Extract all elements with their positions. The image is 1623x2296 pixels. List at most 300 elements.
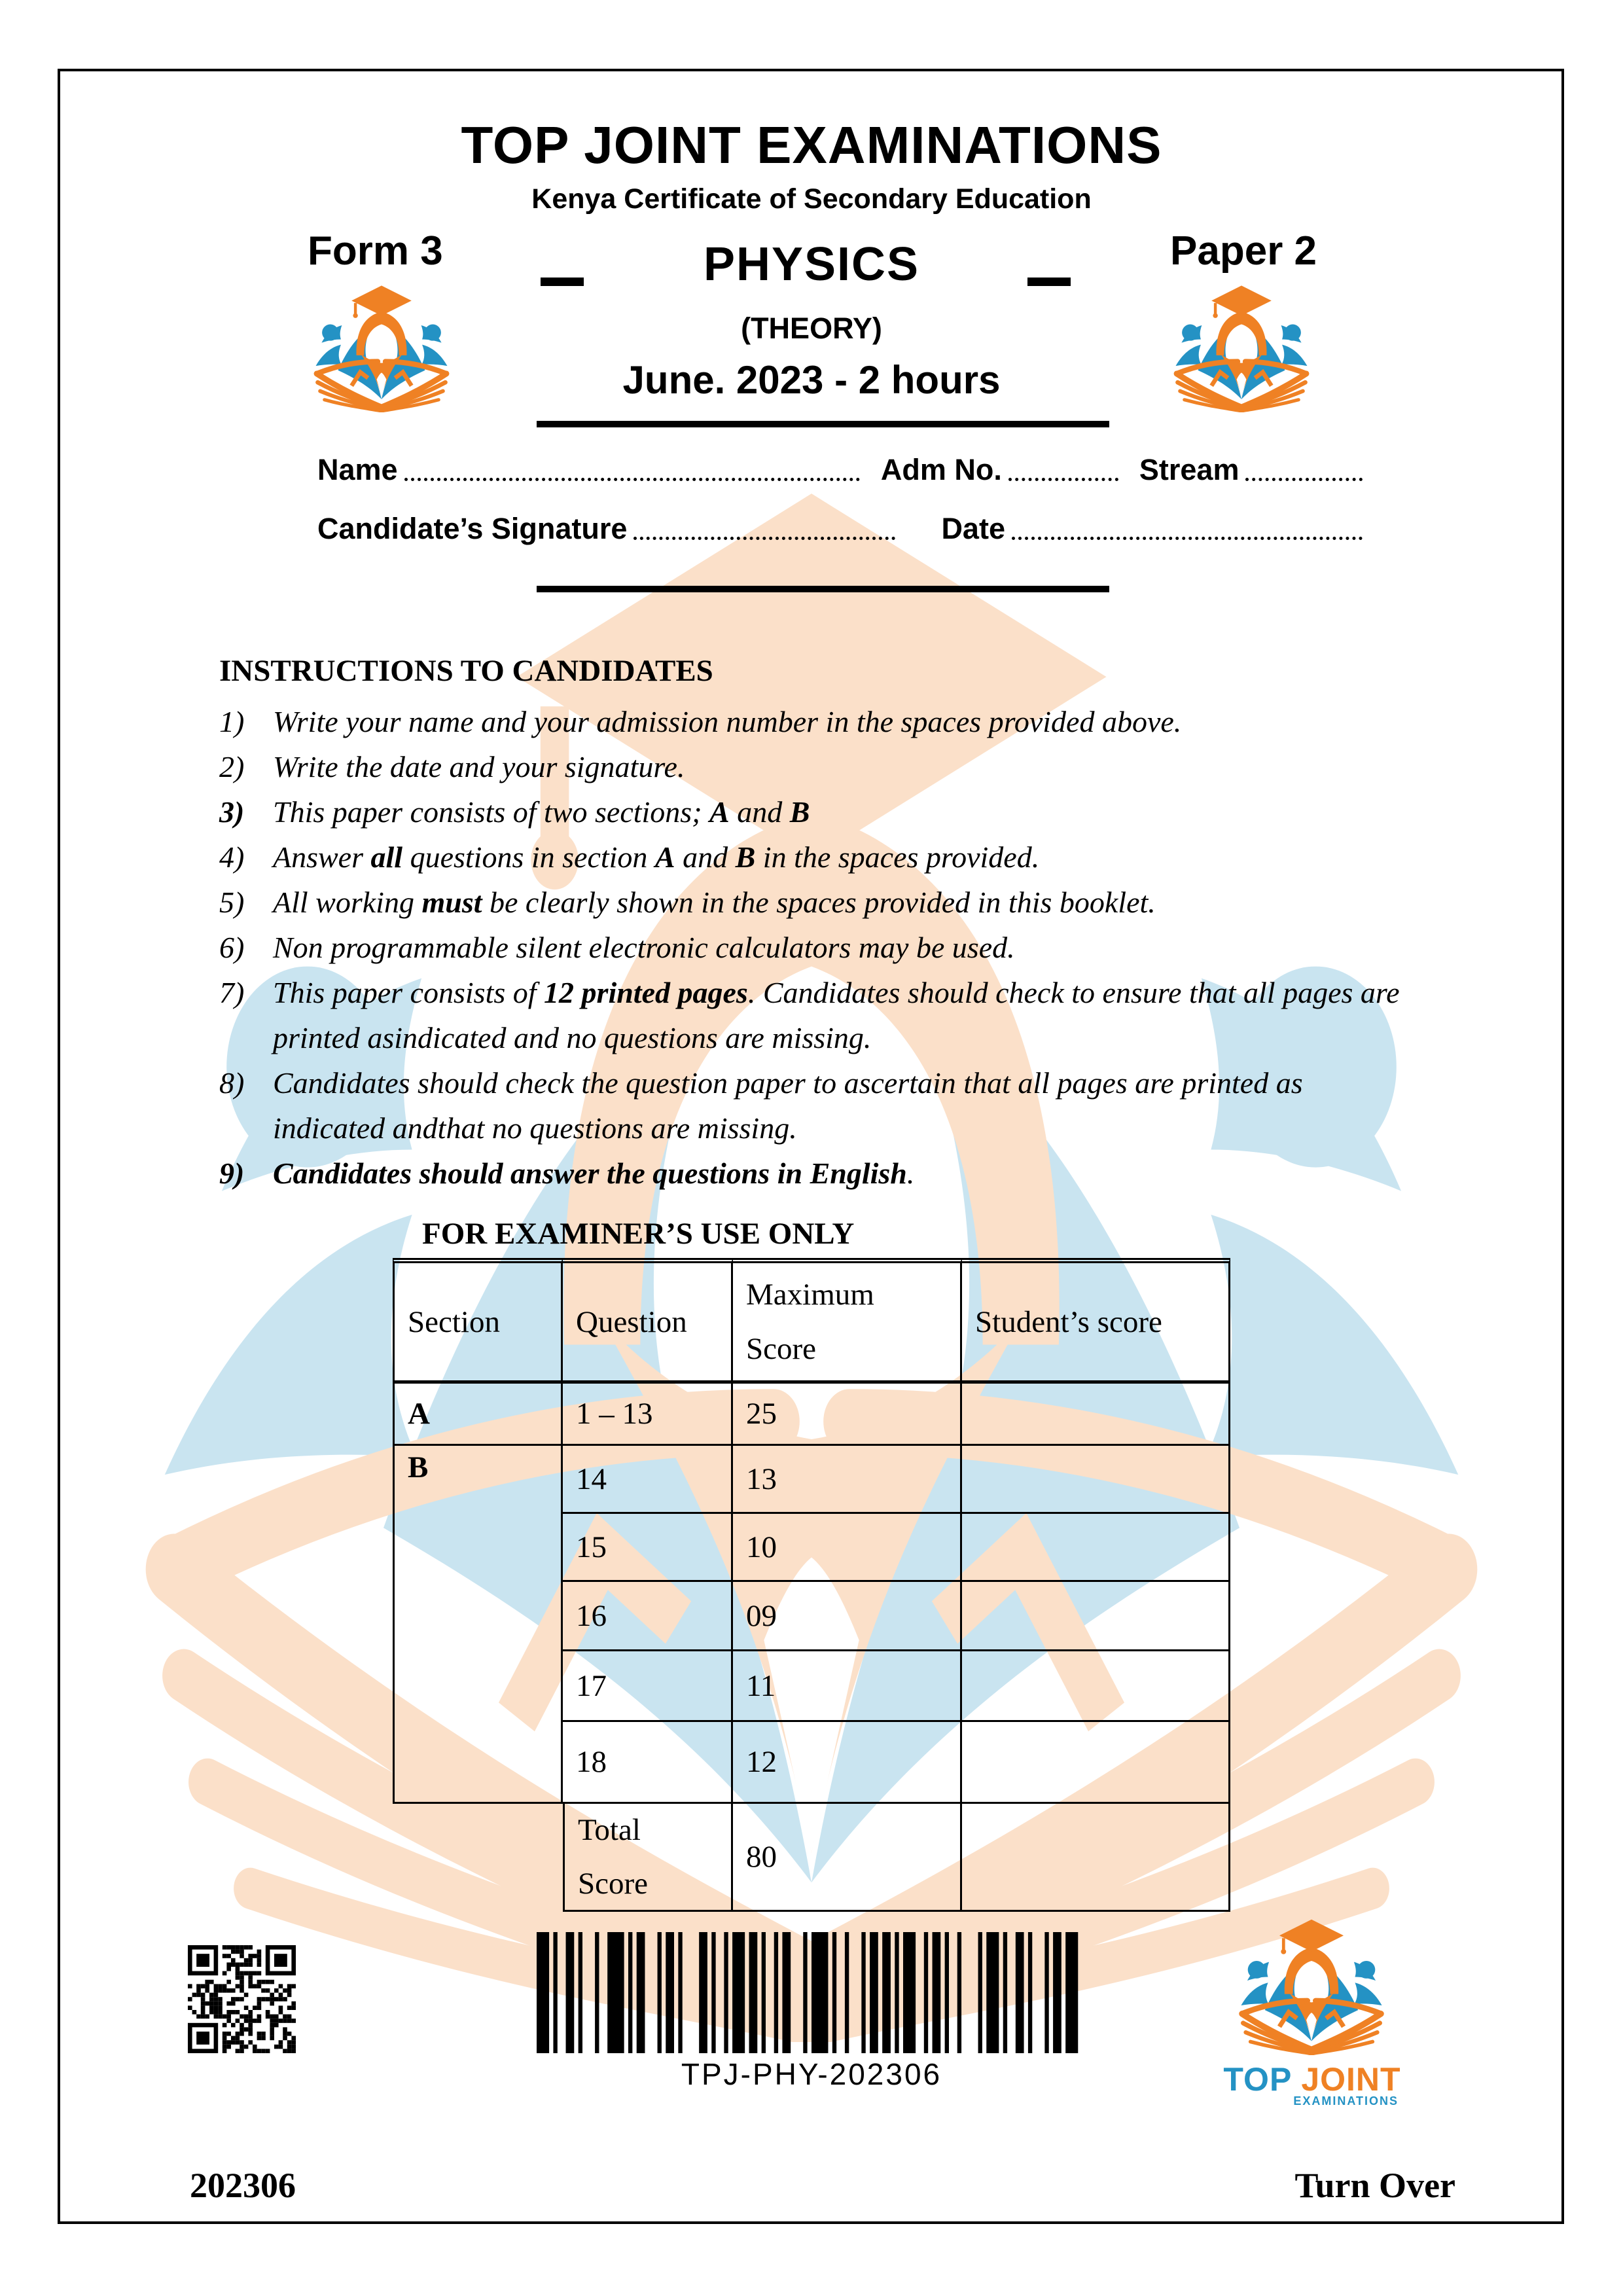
instruction-item-5 <box>219 880 1407 925</box>
qr-module <box>218 2010 223 2015</box>
brand-joint-label: JOINT <box>1301 2061 1401 2098</box>
qr-module <box>218 1984 223 1988</box>
qr-module <box>226 2018 231 2023</box>
qr-module <box>188 2005 192 2010</box>
qr-module <box>223 2023 227 2028</box>
qr-module <box>279 2045 283 2049</box>
qr-module <box>257 1962 262 1967</box>
qr-module <box>270 1997 274 2001</box>
qr-module <box>248 1958 253 1963</box>
qr-module <box>261 1997 266 2001</box>
barcode-bar <box>782 1932 791 2053</box>
instruction-text: Write your name and your admission number in the spaces provided above. <box>273 705 1182 738</box>
qr-module <box>223 2032 227 2036</box>
qr-module <box>236 2032 240 2036</box>
subject-title: PHYSICS <box>703 238 920 291</box>
qr-module <box>287 2040 292 2045</box>
brand-logo <box>1233 1916 1390 2055</box>
qr-module <box>226 2015 231 2019</box>
barcode-bar <box>762 1932 766 2053</box>
signature-row <box>317 512 1368 546</box>
barcode-bar <box>803 1932 807 2053</box>
student-score-cell <box>962 1582 1230 1651</box>
qr-module <box>248 2023 253 2028</box>
qr-module <box>188 1997 192 2001</box>
qr-module <box>270 1980 274 1984</box>
qr-module <box>253 1984 257 1988</box>
qr-module <box>291 2049 296 2053</box>
barcode-bar <box>637 1932 645 2053</box>
qr-module <box>270 2027 274 2032</box>
qr-module <box>236 2010 240 2015</box>
qr-module <box>279 2005 283 2010</box>
qr-module <box>261 1980 266 1984</box>
qr-module <box>291 2036 296 2041</box>
instructions-list <box>219 699 1407 1196</box>
qr-module <box>226 2045 231 2049</box>
qr-module <box>223 2015 227 2019</box>
qr-module <box>209 2010 214 2015</box>
qr-module <box>257 2015 262 2019</box>
qr-module <box>291 2045 296 2049</box>
qr-module <box>283 2015 287 2019</box>
qr-module <box>248 2027 253 2032</box>
instruction-number: 1) <box>219 705 245 738</box>
qr-module <box>214 2001 219 2006</box>
qr-module <box>279 2040 283 2045</box>
qr-module <box>196 1984 201 1988</box>
question-cell: 16 <box>563 1582 733 1651</box>
barcode-bar <box>579 1932 582 2053</box>
qr-module <box>223 1945 227 1950</box>
signature-fill-line <box>633 533 895 540</box>
session-label: June. 2023 - 2 hours <box>622 358 1001 402</box>
qr-module <box>287 1984 292 1988</box>
qr-module <box>270 2032 274 2036</box>
question-cell: 15 <box>563 1514 733 1582</box>
barcode-bar <box>666 1932 674 2053</box>
qr-module <box>248 1962 253 1967</box>
barcode-bar <box>553 1932 557 2053</box>
qr-module <box>287 2015 292 2019</box>
qr-module <box>218 1997 223 2001</box>
qr-module <box>236 2049 240 2053</box>
barcode-bar <box>933 1932 941 2053</box>
barcode-bar <box>724 1932 728 2053</box>
barcode-bar <box>812 1932 828 2053</box>
qr-module <box>270 2036 274 2041</box>
qr-module <box>196 2015 201 2019</box>
qr-module <box>226 2032 231 2036</box>
barcode-bar <box>903 1932 916 2053</box>
qr-module <box>279 1997 283 2001</box>
instruction-item-9 <box>219 1151 1407 1196</box>
qr-module <box>218 2001 223 2006</box>
header-rule-bottom <box>537 586 1109 592</box>
qr-module <box>201 2005 205 2010</box>
barcode-bar <box>658 1932 662 2053</box>
brand-examinations-label: EXAMINATIONS <box>1293 2094 1399 2108</box>
qr-module <box>253 2045 257 2049</box>
qr-module <box>240 2049 244 2053</box>
instruction-item-1 <box>219 699 1407 744</box>
qr-module <box>209 1997 214 2001</box>
qr-module <box>253 2018 257 2023</box>
qr-module <box>231 1958 236 1963</box>
qr-module <box>226 1962 231 1967</box>
adm-no-fill-line <box>1008 475 1118 481</box>
header-logo-left <box>309 283 454 412</box>
qr-module <box>196 1988 201 1993</box>
qr-module <box>236 1945 240 1950</box>
qr-module <box>236 2040 240 2045</box>
barcode-bar <box>845 1932 849 2053</box>
header-logo-right <box>1169 283 1314 412</box>
max-score-cell: 11 <box>733 1651 962 1722</box>
qr-module <box>240 1984 244 1988</box>
qr-module <box>226 2010 231 2015</box>
barcode-bar <box>628 1932 632 2053</box>
qr-module <box>240 1954 244 1958</box>
qr-module <box>279 1984 283 1988</box>
barcode-bar <box>711 1932 715 2053</box>
qr-module <box>261 1988 266 1993</box>
barcode-bar <box>882 1932 891 2053</box>
qr-module <box>248 2015 253 2019</box>
qr-module <box>257 1984 262 1988</box>
qr-module <box>266 2010 270 2015</box>
barcode-bar <box>957 1932 961 2053</box>
qr-module <box>266 1997 270 2001</box>
qr-module <box>291 2001 296 2006</box>
qr-module <box>201 2010 205 2015</box>
qr-module <box>257 2032 262 2036</box>
qr-module <box>244 2015 249 2019</box>
qr-module <box>231 2023 236 2028</box>
max-score-cell: 13 <box>733 1446 962 1514</box>
qr-module <box>274 1997 279 2001</box>
theory-label: (THEORY) <box>741 312 882 345</box>
qr-module <box>279 2010 283 2015</box>
qr-module <box>218 2005 223 2010</box>
header-rule-top <box>537 421 1109 427</box>
qr-module <box>240 2045 244 2049</box>
question-cell: 17 <box>563 1651 733 1722</box>
qr-module <box>196 1993 201 1998</box>
certificate-subtitle: Kenya Certificate of Secondary Education <box>531 183 1092 215</box>
name-label: Name <box>317 453 398 486</box>
divider-dash-right <box>1027 278 1071 286</box>
qr-module <box>236 2036 240 2041</box>
qr-module <box>279 1993 283 1998</box>
total-student-score-cell <box>962 1804 1230 1912</box>
question-cell: 18 <box>563 1722 733 1804</box>
qr-module <box>270 2023 274 2028</box>
page-title: TOP JOINT EXAMINATIONS <box>461 116 1162 174</box>
instruction-text: All working must be clearly shown in the spaces provided in this booklet. <box>273 886 1156 919</box>
total-score-max-cell: 80 <box>733 1804 962 1912</box>
barcode-bar <box>924 1932 928 2053</box>
footer-exam-code: 202306 <box>190 2166 296 2205</box>
qr-module <box>240 2032 244 2036</box>
qr-module <box>236 1950 240 1954</box>
qr-module <box>253 2005 257 2010</box>
qr-module <box>274 2045 279 2049</box>
instruction-number: 9) <box>219 1157 245 1190</box>
instruction-item-4 <box>219 834 1407 880</box>
qr-module <box>231 1988 236 1993</box>
brand-top-label: TOP <box>1223 2061 1292 2098</box>
qr-module <box>205 1984 209 1988</box>
student-score-cell <box>962 1722 1230 1804</box>
qr-module <box>240 1975 244 1980</box>
qr-module <box>236 1975 240 1980</box>
col-header-section: Section <box>393 1258 563 1384</box>
qr-module <box>214 2015 219 2019</box>
qr-module <box>248 2040 253 2045</box>
qr-code <box>188 1945 296 2053</box>
examiner-table <box>393 1258 1230 1912</box>
qr-module <box>253 1954 257 1958</box>
qr-module <box>253 1971 257 1976</box>
max-score-cell: 25 <box>733 1384 962 1446</box>
instruction-item-8 <box>219 1060 1407 1151</box>
turn-over-label: Turn Over <box>1294 2166 1455 2205</box>
barcode-bar <box>1016 1932 1024 2053</box>
signature-label: Candidate’s Signature <box>317 512 628 545</box>
instruction-number: 7) <box>219 976 245 1009</box>
qr-module <box>226 2040 231 2045</box>
qr-module <box>236 1997 240 2001</box>
qr-module <box>283 2032 287 2036</box>
qr-module <box>214 2010 219 2015</box>
qr-module <box>257 1980 262 1984</box>
paper-label: Paper 2 <box>1170 228 1317 274</box>
max-score-cell: 09 <box>733 1582 962 1651</box>
brand-wordmark <box>1214 2060 1410 2098</box>
qr-module <box>240 2027 244 2032</box>
qr-module <box>240 1962 244 1967</box>
qr-module <box>226 1954 231 1958</box>
student-score-cell <box>962 1384 1230 1446</box>
qr-module <box>261 2049 266 2053</box>
qr-module <box>231 2036 236 2041</box>
qr-module <box>205 2015 209 2019</box>
qr-module <box>248 1971 253 1976</box>
qr-module <box>274 2018 279 2023</box>
qr-module <box>244 1958 249 1963</box>
barcode-bar <box>1028 1932 1032 2053</box>
stream-fill-line <box>1245 475 1363 481</box>
qr-module <box>226 1967 231 1971</box>
instruction-text: Candidates should answer the questions in English. <box>273 1157 915 1190</box>
qr-module <box>283 2049 287 2053</box>
qr-module <box>244 1971 249 1976</box>
qr-module <box>291 2040 296 2045</box>
barcode-bar <box>945 1932 949 2053</box>
max-score-cell: 10 <box>733 1514 962 1582</box>
qr-module <box>248 2018 253 2023</box>
col-header-max-score: Maximum Score <box>733 1258 962 1384</box>
barcode-bar <box>566 1932 575 2053</box>
qr-module <box>240 2015 244 2019</box>
qr-module <box>270 2015 274 2019</box>
qr-module <box>196 2032 209 2045</box>
qr-module <box>244 1962 249 1967</box>
barcode-bar <box>1044 1932 1048 2053</box>
instruction-item-3 <box>219 789 1407 834</box>
qr-module <box>261 2036 266 2041</box>
instruction-number: 3) <box>219 795 245 829</box>
barcode-bar <box>537 1932 549 2053</box>
barcode-bar <box>1065 1932 1078 2053</box>
qr-module <box>244 2027 249 2032</box>
qr-module <box>257 1997 262 2001</box>
qr-module <box>244 1945 249 1950</box>
instruction-text: This paper consists of 12 printed pages. Candidates should check to ensure that all pages are printed asindicated and no questions are missing. <box>273 976 1400 1054</box>
qr-module <box>236 1984 240 1988</box>
qr-module <box>214 1993 219 1998</box>
qr-module <box>218 1988 223 1993</box>
qr-module <box>223 2040 227 2045</box>
qr-module <box>287 2032 292 2036</box>
total-row-spacer <box>393 1804 563 1912</box>
qr-module <box>231 1945 236 1950</box>
stream-label: Stream <box>1139 453 1240 486</box>
barcode-bar <box>895 1932 899 2053</box>
qr-module <box>201 1997 205 2001</box>
qr-module <box>226 1980 231 1984</box>
qr-module <box>223 1971 227 1976</box>
student-score-cell <box>962 1514 1230 1582</box>
barcode-bar <box>732 1932 745 2053</box>
qr-module <box>209 2001 214 2006</box>
instruction-number: 8) <box>219 1066 245 1100</box>
qr-module <box>257 2018 262 2023</box>
question-cell: 1 – 13 <box>563 1384 733 1446</box>
qr-module <box>266 2049 270 2053</box>
qr-module <box>218 2015 223 2019</box>
qr-module <box>231 2010 236 2015</box>
qr-module <box>291 2005 296 2010</box>
qr-module <box>287 1988 292 1993</box>
qr-module <box>244 1993 249 1998</box>
section-b-cell: B <box>393 1446 563 1804</box>
qr-module <box>257 2001 262 2006</box>
instruction-number: 4) <box>219 840 245 874</box>
instruction-text: Candidates should check the question paper to ascertain that all pages are printed as indicated andthat no questions are missing. <box>273 1066 1303 1145</box>
qr-module <box>283 1988 287 1993</box>
qr-module <box>257 1950 262 1954</box>
qr-module <box>244 2005 249 2010</box>
instructions-title: INSTRUCTIONS TO CANDIDATES <box>219 654 713 688</box>
qr-module <box>248 2032 253 2036</box>
date-fill-line <box>1012 533 1363 540</box>
qr-module <box>231 2040 236 2045</box>
qr-module <box>240 1988 244 1993</box>
qr-module <box>266 2015 270 2019</box>
qr-module <box>274 2023 279 2028</box>
total-score-label-cell: Total Score <box>563 1804 733 1912</box>
col-header-student-score: Student’s score <box>962 1258 1230 1384</box>
qr-module <box>226 2001 231 2006</box>
qr-module <box>248 1984 253 1988</box>
qr-module <box>283 2018 287 2023</box>
section-a-cell: A <box>393 1384 563 1446</box>
qr-module <box>283 1997 287 2001</box>
max-score-cell: 12 <box>733 1722 962 1804</box>
qr-module <box>192 1993 197 1998</box>
instruction-item-7 <box>219 970 1407 1060</box>
qr-module <box>205 2001 209 2006</box>
form-label: Form 3 <box>308 228 443 274</box>
instruction-text: Write the date and your signature. <box>273 750 685 783</box>
qr-module <box>192 2010 197 2015</box>
qr-module <box>287 1993 292 1998</box>
qr-module <box>248 1954 253 1958</box>
qr-module <box>223 2045 227 2049</box>
qr-module <box>209 1980 214 1984</box>
instruction-number: 6) <box>219 931 245 964</box>
qr-module <box>236 2018 240 2023</box>
qr-module <box>248 1945 253 1950</box>
date-label: Date <box>941 512 1005 545</box>
instruction-item-2 <box>219 744 1407 789</box>
qr-module <box>248 1980 253 1984</box>
qr-module <box>261 2032 266 2036</box>
qr-module <box>236 1971 240 1976</box>
barcode-bar <box>607 1932 624 2053</box>
qr-module <box>257 1971 262 1976</box>
qr-module <box>196 1954 209 1967</box>
qr-module <box>291 2018 296 2023</box>
qr-module <box>205 1988 209 1993</box>
qr-module <box>291 1984 296 1988</box>
qr-module <box>257 2005 262 2010</box>
barcode-bar <box>978 1932 982 2053</box>
qr-module <box>270 2001 274 2006</box>
qr-module <box>244 2045 249 2049</box>
qr-module <box>283 2036 287 2041</box>
qr-module <box>253 2049 257 2053</box>
qr-module <box>209 2005 214 2010</box>
qr-module <box>223 1954 227 1958</box>
qr-module <box>223 2049 227 2053</box>
qr-module <box>274 1954 287 1967</box>
qr-module <box>257 1954 262 1958</box>
barcode-label: TPJ-PHY-202306 <box>681 2057 942 2091</box>
barcode-bar <box>678 1932 682 2053</box>
qr-module <box>201 1984 205 1988</box>
qr-module <box>240 2040 244 2045</box>
instruction-text: Non programmable silent electronic calculators may be used. <box>273 931 1015 964</box>
instruction-text: This paper consists of two sections; A and B <box>273 795 810 829</box>
qr-module <box>248 2010 253 2015</box>
qr-module <box>257 2049 262 2053</box>
qr-module <box>223 1988 227 1993</box>
qr-module <box>270 1993 274 1998</box>
qr-module <box>214 2005 219 2010</box>
qr-module <box>287 2045 292 2049</box>
qr-module <box>240 1971 244 1976</box>
qr-module <box>231 1962 236 1967</box>
qr-module <box>244 2018 249 2023</box>
qr-module <box>223 1984 227 1988</box>
barcode-bar <box>1053 1932 1061 2053</box>
barcode-bar <box>861 1932 865 2053</box>
student-score-cell <box>962 1446 1230 1514</box>
student-score-cell <box>962 1651 1230 1722</box>
